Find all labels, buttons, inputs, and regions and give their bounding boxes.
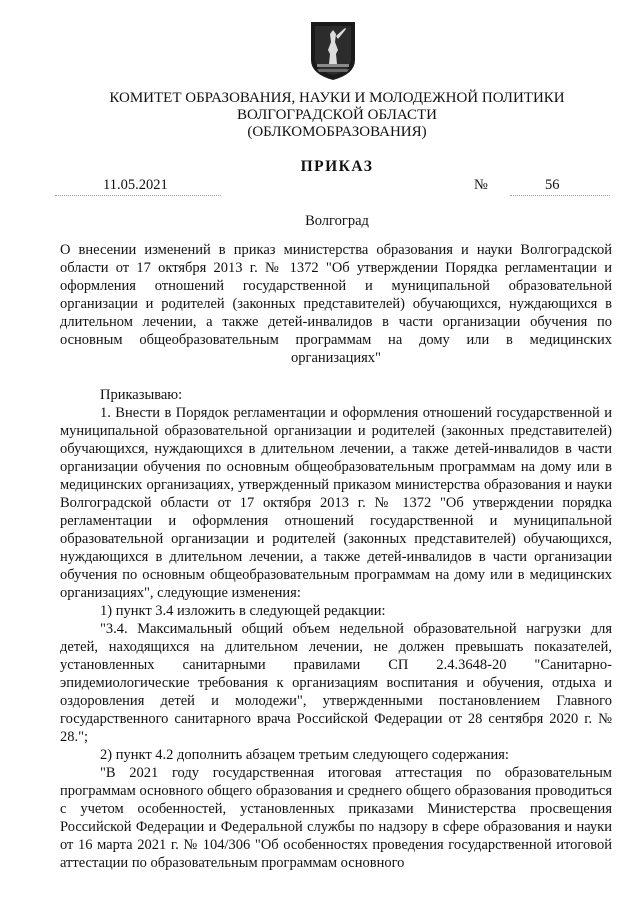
header-line-2: ВОЛГОГРАДСКОЙ ОБЛАСТИ bbox=[237, 107, 437, 123]
order-title: ПРИКАЗ bbox=[300, 158, 374, 175]
paragraph-quote-3-4: "3.4. Максимальный общий объем недельной образовательной нагрузки для детей, находящихся на длительном лечении, не должен превышать показателей, установленных санитарными правилами СП 2.4.3648-20 "Санитарно-эпидемиологические требования к организациям воспитания и обучения, отдыха и оздоровления детей и молодежи", утвержденными постановлением Главного государственного санитарного врача Российской Федерации от 28 сентября 2020 г. № 28."; bbox=[60, 621, 612, 745]
order-date: 11.05.2021 bbox=[103, 177, 168, 193]
order-number: 56 bbox=[545, 177, 560, 193]
order-directive: Приказываю: bbox=[100, 387, 183, 403]
date-underline bbox=[55, 195, 221, 196]
order-subject: О внесении изменений в приказ министерства образования и науки Волгоградской области от 17 октября 2013 г. № 1372 "Об утверждении Порядка регламентации и оформления отношений государственной и муниципальной образовательной организации и родителей (законных представителей) обучающихся, нуждающихся в длительном лечении, а также детей-инвалидов в части организации обучения по основным общеобразовательным программам на дому или в медицинских организациях" bbox=[60, 242, 612, 366]
header-line-3: (ОБЛКОМОБРАЗОВАНИЯ) bbox=[247, 124, 427, 140]
number-underline bbox=[510, 195, 610, 196]
order-body bbox=[60, 386, 612, 872]
coat-of-arms-emblem bbox=[309, 20, 357, 82]
paragraph-item-1: 1. Внести в Порядок регламентации и оформления отношений государственной и муниципальной образовательной организации и родителей (законных представителей) обучающихся, нуждающихся в длительном лечении, а также детей-инвалидов в части организации обучения по основным общеобразовательным программам на дому или в медицинских организациях, утвержденный приказом министерства образования и науки Волгоградской области от 17 октября 2013 г. № 1372 "Об утверждении порядка регламентации и оформления отношений государственной и муниципальной образовательной организации и родителей (законных представителей) обучающихся, нуждающихся в длительном лечении, а также детей-инвалидов в части организации обучения по основным общеобразовательным программам на дому или в медицинских организациях", следующие изменения: bbox=[60, 405, 612, 601]
header-line-1: КОМИТЕТ ОБРАЗОВАНИЯ, НАУКИ И МОЛОДЕЖНОЙ ПОЛИТИКИ bbox=[109, 90, 565, 106]
organization-header bbox=[60, 90, 614, 141]
paragraph-quote-4-2: "В 2021 году государственная итоговая аттестация по образовательным программам основного общего образования и среднего общего образования проводиться с учетом особенностей, установленных приказами Министерства просвещения Российской Федерации и Федеральной службы по надзору в сфере образования и науки от 16 марта 2021 г. № 104/306 "Об особенностях проведения государственной итоговой аттестации по образовательным программам основного bbox=[60, 765, 612, 871]
number-sign: № bbox=[474, 177, 488, 193]
city-name: Волгоград bbox=[305, 213, 369, 229]
paragraph-subitem-2: 2) пункт 4.2 дополнить абзацем третьим следующего содержания: bbox=[100, 747, 509, 763]
paragraph-subitem-1: 1) пункт 3.4 изложить в следующей редакции: bbox=[100, 603, 386, 619]
